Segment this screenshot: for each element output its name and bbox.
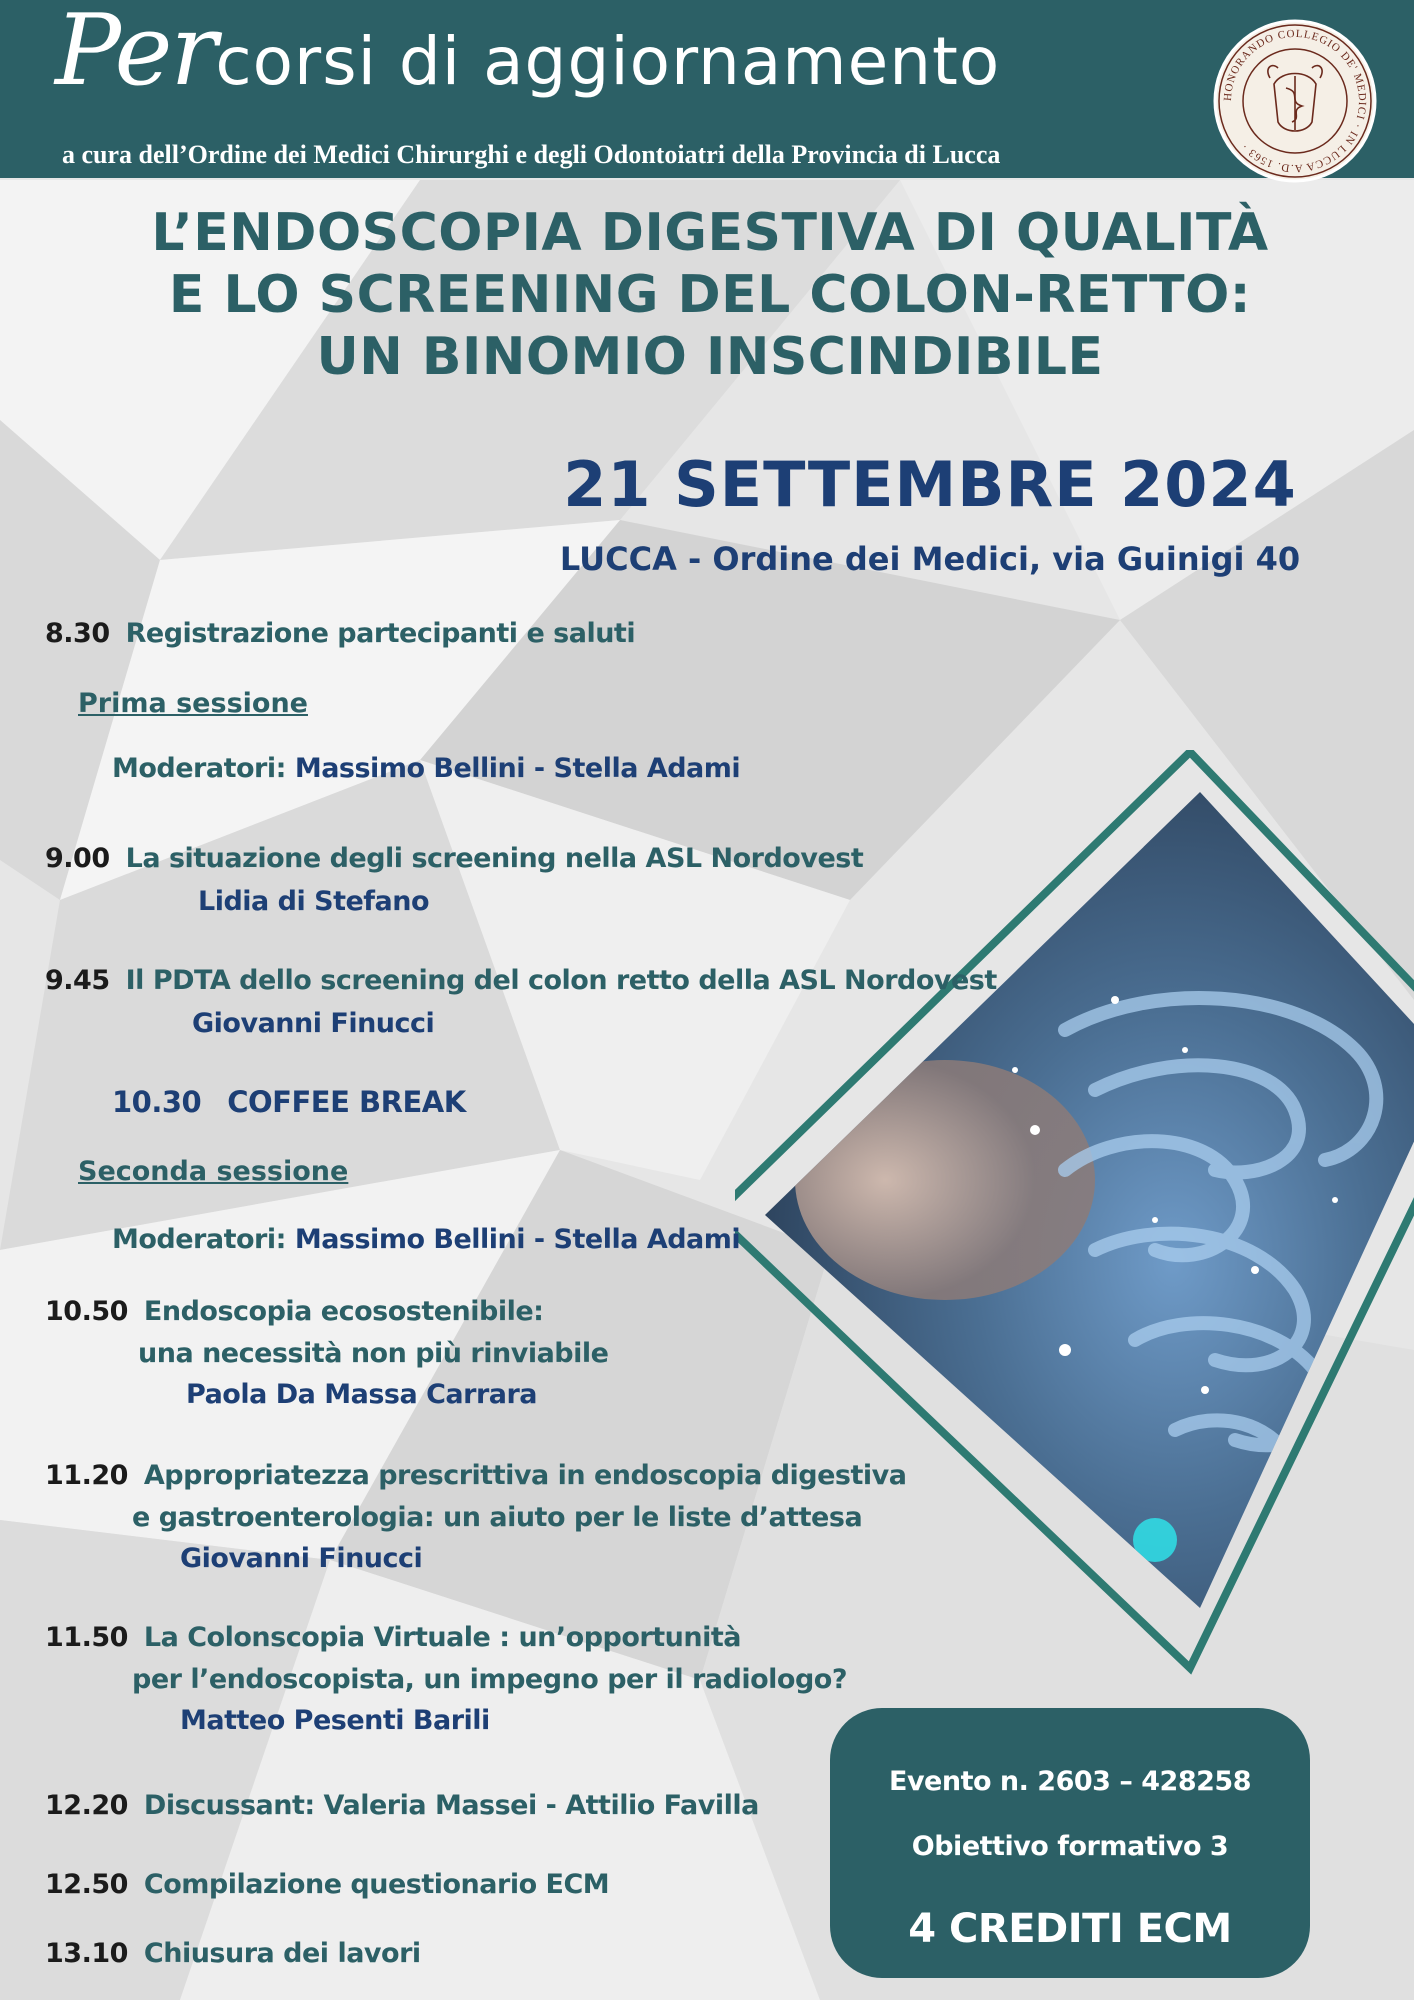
talk-5-title-line-2: per l’endoscopista, un impegno per il radiologo? [132,1664,847,1695]
session-2-moderators [112,1226,740,1253]
talk-2-speaker: Giovanni Finucci [192,1008,435,1039]
talk-4-speaker: Giovanni Finucci [180,1543,423,1574]
header-band [0,0,1414,178]
talk-5-time: 11.50 [45,1622,128,1653]
medical-college-seal [1212,18,1378,184]
discussant-time: 12.20 [45,1790,128,1821]
session-1-moderators [112,755,740,782]
talk-4-title-line-1: Appropriatezza prescrittiva in endoscopia digestiva [143,1460,907,1491]
event-title-line-1: L’ENDOSCOPIA DIGESTIVA DI QUALITÀ [151,203,1269,263]
registration-text: Registrazione partecipanti e saluti [125,618,636,649]
series-title [55,0,1001,108]
program-item-closing [45,1940,421,1967]
ecm-credits: 4 CREDITI ECM [908,1906,1232,1952]
moderators-label: Moderatori: [112,753,286,784]
series-subtitle: a cura dell’Ordine dei Medici Chirurghi e degli Odontoiatri della Provincia di Lucca [62,140,1001,169]
discussant-text: Discussant: Valeria Massei - Attilio Favilla [143,1790,759,1821]
questionnaire-time: 12.50 [45,1869,128,1900]
event-title-line-3: UN BINOMIO INSCINDIBILE [316,327,1104,387]
talk-4-time: 11.20 [45,1460,128,1491]
series-title-prefix: Per [55,0,216,108]
talk-2-time: 9.45 [45,965,110,996]
talk-1-time: 9.00 [45,843,110,874]
coffee-break [112,1085,466,1119]
session-1-title: Prima sessione [78,688,308,719]
session-2-title: Seconda sessione [78,1156,349,1187]
event-title [60,202,1360,388]
talk-1-title: La situazione degli screening nella ASL Nordovest [125,843,864,874]
coffee-break-label: COFFEE BREAK [227,1085,466,1119]
program-item-talk-5 [45,1624,741,1651]
program-item-talk-4 [45,1462,906,1489]
talk-3-time: 10.50 [45,1296,128,1327]
ecm-info-box [830,1708,1310,1978]
program-item-registration [45,620,635,647]
talk-4-title-line-2: e gastroenterologia: un aiuto per le liste d’attesa [132,1502,863,1533]
coffee-break-time: 10.30 [112,1085,202,1119]
questionnaire-text: Compilazione questionario ECM [143,1869,610,1900]
program-item-talk-2 [45,967,997,994]
event-title-line-2: E LO SCREENING DEL COLON-RETTO: [168,265,1252,325]
talk-1-speaker: Lidia di Stefano [198,886,430,917]
moderators-names: Massimo Bellini - Stella Adami [294,753,741,784]
moderators-names: Massimo Bellini - Stella Adami [294,1224,741,1255]
program-item-questionnaire [45,1871,609,1898]
talk-2-title: Il PDTA dello screening del colon retto della ASL Nordovest [125,965,997,996]
talk-3-speaker: Paola Da Massa Carrara [186,1379,538,1410]
ecm-objective: Obiettivo formativo 3 [911,1831,1229,1862]
event-date: 21 SETTEMBRE 2024 [563,448,1297,521]
talk-5-title-line-1: La Colonscopia Virtuale : un’opportunità [143,1622,741,1653]
talk-3-title-line-1: Endoscopia ecosostenibile: [143,1296,544,1327]
registration-time: 8.30 [45,618,110,649]
series-title-rest: corsi di aggiornamento [215,23,1001,100]
talk-5-speaker: Matteo Pesenti Barili [180,1705,490,1736]
svg-text:HONORANDO COLLEGIO DE' MEDICI: HONORANDO COLLEGIO DE' MEDICI · IN LUCCA A.D. 1563 · [1221,27,1369,175]
intestine-image-diamond [735,750,1414,1680]
program-item-talk-1 [45,845,863,872]
moderators-label: Moderatori: [112,1224,286,1255]
closing-time: 13.10 [45,1938,128,1969]
intestine-photo [735,750,1414,1680]
program-item-talk-3 [45,1298,543,1325]
ecm-event-number: Evento n. 2603 – 428258 [889,1766,1251,1797]
event-venue: LUCCA - Ordine dei Medici, via Guinigi 40 [559,540,1301,578]
program-item-discussant [45,1792,759,1819]
talk-3-title-line-2: una necessità non più rinviabile [138,1338,609,1369]
closing-text: Chiusura dei lavori [143,1938,421,1969]
